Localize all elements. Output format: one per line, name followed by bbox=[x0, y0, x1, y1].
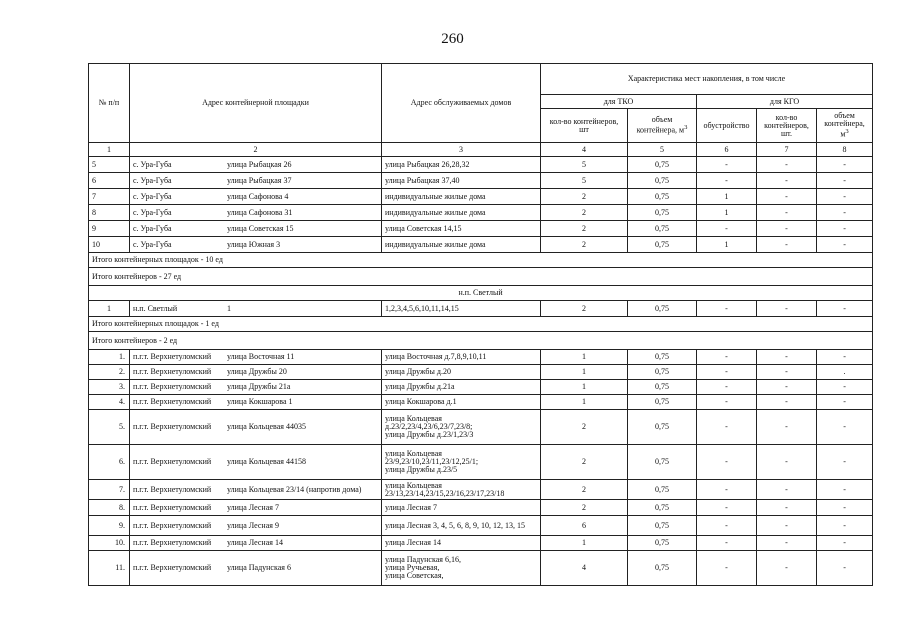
row-number: 7 bbox=[89, 189, 130, 205]
houses-line: улица Лесная 3, 4, 5, 6, 8, 9, 10, 12, 13, 15 bbox=[385, 520, 525, 530]
kgo-equip: 1 bbox=[697, 205, 757, 221]
row-number: 1 bbox=[89, 301, 130, 317]
tko-volume: 0,75 bbox=[628, 500, 697, 516]
kgo-count: - bbox=[757, 157, 817, 173]
kgo-count: - bbox=[757, 380, 817, 395]
kgo-equip: - bbox=[697, 500, 757, 516]
served-houses: улица Рыбацкая 37,40 bbox=[382, 173, 541, 189]
address-wrap bbox=[133, 383, 378, 391]
kgo-equip: - bbox=[697, 551, 757, 586]
address-wrap bbox=[133, 241, 378, 249]
tko-volume: 0,75 bbox=[628, 395, 697, 410]
table-row bbox=[89, 410, 873, 445]
houses-line: улица Ручьевая, bbox=[385, 563, 440, 572]
tko-volume: 0,75 bbox=[628, 221, 697, 237]
address-wrap bbox=[133, 161, 378, 169]
tko-count: 2 bbox=[541, 500, 628, 516]
settlement: п.г.т. Верхнетуломский bbox=[133, 382, 212, 391]
houses-line: улица Дружбы д.23/5 bbox=[385, 465, 458, 474]
site-address bbox=[130, 365, 382, 380]
address-wrap bbox=[133, 564, 378, 572]
site-address bbox=[130, 173, 382, 189]
table-row bbox=[89, 445, 873, 480]
street-address: улица Лесная 14 bbox=[227, 538, 283, 547]
kgo-equip: - bbox=[697, 395, 757, 410]
houses-line: 23/9,23/10,23/11,23/12,25/1; bbox=[385, 457, 479, 466]
site-address bbox=[130, 350, 382, 365]
kgo-volume: - bbox=[817, 500, 873, 516]
street-address: 1 bbox=[227, 303, 231, 313]
tko-volume: 0,75 bbox=[628, 365, 697, 380]
kgo-count: - bbox=[757, 237, 817, 253]
header-kgo-count: кол-во контейнеров, шт. bbox=[757, 109, 817, 143]
kgo-count: - bbox=[757, 445, 817, 480]
address-wrap bbox=[133, 486, 378, 494]
tko-volume: 0,75 bbox=[628, 516, 697, 536]
kgo-volume: - bbox=[817, 551, 873, 586]
row-number: 8. bbox=[89, 500, 130, 516]
served-houses: улица Советская 14,15 bbox=[382, 221, 541, 237]
kgo-equip: - bbox=[697, 350, 757, 365]
tko-volume: 0,75 bbox=[628, 157, 697, 173]
colnum: 8 bbox=[817, 143, 873, 157]
table-row bbox=[89, 551, 873, 586]
settlement: н.п. Светлый bbox=[133, 303, 178, 313]
address-wrap bbox=[133, 353, 378, 361]
kgo-equip: - bbox=[697, 380, 757, 395]
kgo-equip: - bbox=[697, 157, 757, 173]
kgo-volume: - bbox=[817, 221, 873, 237]
houses-line: улица Советская, bbox=[385, 571, 444, 580]
tko-count: 2 bbox=[541, 205, 628, 221]
tko-volume: 0,75 bbox=[628, 380, 697, 395]
houses-line: улица Дружбы д.20 bbox=[385, 367, 451, 376]
settlement: с. Ура-Губа bbox=[133, 223, 172, 233]
tko-volume: 0,75 bbox=[628, 189, 697, 205]
table-row bbox=[89, 189, 873, 205]
address-wrap bbox=[133, 225, 378, 233]
total-sites: Итого контейнерных площадок - 1 ед bbox=[89, 317, 873, 332]
address-wrap bbox=[133, 423, 378, 431]
header-num: № п/п bbox=[89, 64, 130, 143]
tko-volume: 0,75 bbox=[628, 237, 697, 253]
colnum: 4 bbox=[541, 143, 628, 157]
table-row bbox=[89, 536, 873, 551]
section-title: н.п. Светлый bbox=[89, 286, 873, 301]
total-containers: Итого контейнеров - 27 ед bbox=[89, 268, 873, 286]
header-tko-volume: объем контейнера, $м^3$ bbox=[628, 109, 697, 143]
row-number: 11. bbox=[89, 551, 130, 586]
table-row bbox=[89, 301, 873, 317]
kgo-volume: - bbox=[817, 301, 873, 317]
row-number: 10. bbox=[89, 536, 130, 551]
site-address bbox=[130, 221, 382, 237]
address-wrap bbox=[133, 305, 378, 313]
settlement: п.г.т. Верхнетуломский bbox=[133, 520, 212, 530]
settlement: с. Ура-Губа bbox=[133, 207, 172, 217]
tko-count: 4 bbox=[541, 551, 628, 586]
tko-count: 2 bbox=[541, 480, 628, 500]
address-wrap bbox=[133, 209, 378, 217]
street-address: улица Кокшарова 1 bbox=[227, 397, 293, 406]
total-sites-row bbox=[89, 317, 873, 332]
settlement: с. Ура-Губа bbox=[133, 239, 172, 249]
site-address bbox=[130, 551, 382, 586]
settlement: п.г.т. Верхнетуломский bbox=[133, 397, 212, 406]
tko-volume: 0,75 bbox=[628, 350, 697, 365]
kgo-volume: - bbox=[817, 350, 873, 365]
houses-line: улица Лесная 14 bbox=[385, 538, 441, 547]
settlement: п.г.т. Верхнетуломский bbox=[133, 352, 212, 361]
tko-count: 1 bbox=[541, 536, 628, 551]
tko-volume: 0,75 bbox=[628, 445, 697, 480]
section-title-row bbox=[89, 286, 873, 301]
kgo-equip: - bbox=[697, 480, 757, 500]
tko-volume: 0,75 bbox=[628, 410, 697, 445]
site-address bbox=[130, 410, 382, 445]
kgo-volume: - bbox=[817, 410, 873, 445]
row-number: 6 bbox=[89, 173, 130, 189]
tko-count: 1 bbox=[541, 395, 628, 410]
served-houses bbox=[382, 395, 541, 410]
houses-line: улица Кольцевая bbox=[385, 449, 442, 458]
settlement: с. Ура-Губа bbox=[133, 159, 172, 169]
tko-volume: 0,75 bbox=[628, 551, 697, 586]
houses-line: улица Дружбы д.21а bbox=[385, 382, 455, 391]
houses-line: улица Дружбы д.23/1,23/3 bbox=[385, 430, 474, 439]
houses-line: улица Кокшарова д.1 bbox=[385, 397, 457, 406]
kgo-equip: - bbox=[697, 173, 757, 189]
site-address bbox=[130, 157, 382, 173]
table-row bbox=[89, 173, 873, 189]
kgo-volume: - bbox=[817, 237, 873, 253]
address-wrap bbox=[133, 522, 378, 530]
table-row bbox=[89, 221, 873, 237]
settlement: п.г.т. Верхнетуломский bbox=[133, 422, 212, 431]
row-number: 5 bbox=[89, 157, 130, 173]
tko-count: 2 bbox=[541, 237, 628, 253]
served-houses bbox=[382, 445, 541, 480]
kgo-count: - bbox=[757, 516, 817, 536]
served-houses: индивидуальные жилые дома bbox=[382, 205, 541, 221]
settlement: п.г.т. Верхнетуломский bbox=[133, 484, 212, 494]
kgo-equip: - bbox=[697, 445, 757, 480]
site-address bbox=[130, 380, 382, 395]
site-address bbox=[130, 500, 382, 516]
table-body bbox=[89, 64, 873, 586]
row-number: 6. bbox=[89, 445, 130, 480]
address-wrap bbox=[133, 504, 378, 512]
settlement: с. Ура-Губа bbox=[133, 191, 172, 201]
houses-line: улица Кольцевая bbox=[385, 414, 442, 423]
kgo-equip: - bbox=[697, 301, 757, 317]
table-row bbox=[89, 516, 873, 536]
header-kgo-equip: обустройство bbox=[697, 109, 757, 143]
kgo-equip: - bbox=[697, 410, 757, 445]
row-number: 7. bbox=[89, 480, 130, 500]
header-tko-count: кол-во контейнеров, шт bbox=[541, 109, 628, 143]
tko-volume: 0,75 bbox=[628, 301, 697, 317]
kgo-volume: - bbox=[817, 480, 873, 500]
table-row bbox=[89, 480, 873, 500]
kgo-volume: - bbox=[817, 395, 873, 410]
site-address bbox=[130, 480, 382, 500]
site-address bbox=[130, 237, 382, 253]
kgo-equip: - bbox=[697, 536, 757, 551]
site-address bbox=[130, 301, 382, 317]
street-address: улица Лесная 9 bbox=[227, 520, 279, 530]
settlement: с. Ура-Губа bbox=[133, 175, 172, 185]
served-houses bbox=[382, 536, 541, 551]
table-row bbox=[89, 205, 873, 221]
kgo-volume: - bbox=[817, 445, 873, 480]
tko-count: 2 bbox=[541, 301, 628, 317]
kgo-equip: - bbox=[697, 516, 757, 536]
table-row bbox=[89, 237, 873, 253]
address-wrap bbox=[133, 398, 378, 406]
address-wrap bbox=[133, 193, 378, 201]
houses-line: улица Лесная 7 bbox=[385, 502, 437, 512]
kgo-volume: - bbox=[817, 380, 873, 395]
total-containers-row bbox=[89, 268, 873, 286]
cube-sup: 3 bbox=[684, 124, 688, 132]
row-number: 8 bbox=[89, 205, 130, 221]
tko-count: 5 bbox=[541, 157, 628, 173]
colnum: 6 bbox=[697, 143, 757, 157]
colnum: 2 bbox=[130, 143, 382, 157]
street-address: улица Лесная 7 bbox=[227, 502, 279, 512]
kgo-count: - bbox=[757, 551, 817, 586]
site-address bbox=[130, 205, 382, 221]
tko-count: 2 bbox=[541, 221, 628, 237]
total-sites-row bbox=[89, 253, 873, 268]
houses-line: улица Кольцевая bbox=[385, 480, 442, 490]
row-number: 10 bbox=[89, 237, 130, 253]
kgo-count: - bbox=[757, 395, 817, 410]
colnum: 7 bbox=[757, 143, 817, 157]
table-row bbox=[89, 500, 873, 516]
kgo-volume: - bbox=[817, 157, 873, 173]
kgo-volume: - bbox=[817, 205, 873, 221]
table-row bbox=[89, 365, 873, 380]
street-address: улица Кольцевая 44158 bbox=[227, 457, 306, 466]
row-number: 2. bbox=[89, 365, 130, 380]
street-address: улица Рыбацкая 37 bbox=[227, 175, 292, 185]
tko-volume: 0,75 bbox=[628, 536, 697, 551]
tko-count: 1 bbox=[541, 350, 628, 365]
tko-volume: 0,75 bbox=[628, 480, 697, 500]
served-houses: улица Рыбацкая 26,28,32 bbox=[382, 157, 541, 173]
kgo-volume: - bbox=[817, 516, 873, 536]
table-row bbox=[89, 380, 873, 395]
table-row bbox=[89, 157, 873, 173]
houses-line: д.23/2,23/4,23/6,23/7,23/8; bbox=[385, 422, 473, 431]
tko-count: 5 bbox=[541, 173, 628, 189]
served-houses bbox=[382, 500, 541, 516]
kgo-equip: - bbox=[697, 221, 757, 237]
street-address: улица Рыбацкая 26 bbox=[227, 159, 292, 169]
street-address: улица Сафонова 31 bbox=[227, 207, 293, 217]
colnum: 1 bbox=[89, 143, 130, 157]
column-number-row bbox=[89, 143, 873, 157]
houses-line: улица Восточная д.7,8,9,10,11 bbox=[385, 352, 487, 361]
row-number: 1. bbox=[89, 350, 130, 365]
served-houses bbox=[382, 350, 541, 365]
tko-count: 1 bbox=[541, 365, 628, 380]
colnum: 5 bbox=[628, 143, 697, 157]
address-wrap bbox=[133, 458, 378, 466]
served-houses: 1,2,3,4,5,6,10,11,14,15 bbox=[382, 301, 541, 317]
tko-volume: 0,75 bbox=[628, 173, 697, 189]
kgo-count: - bbox=[757, 189, 817, 205]
site-address bbox=[130, 189, 382, 205]
served-houses bbox=[382, 365, 541, 380]
settlement: п.г.т. Верхнетуломский bbox=[133, 457, 212, 466]
header-characteristics: Характеристика мест накопления, в том числе bbox=[541, 64, 873, 95]
street-address: улица Дружбы 20 bbox=[227, 367, 287, 376]
kgo-count: - bbox=[757, 173, 817, 189]
total-containers-row bbox=[89, 332, 873, 350]
tko-count: 2 bbox=[541, 445, 628, 480]
site-address bbox=[130, 445, 382, 480]
header-houses: Адрес обслуживаемых домов bbox=[382, 64, 541, 143]
settlement: п.г.т. Верхнетуломский bbox=[133, 367, 212, 376]
settlement: п.г.т. Верхнетуломский bbox=[133, 538, 212, 547]
street-address: улица Дружбы 21а bbox=[227, 382, 291, 391]
address-wrap bbox=[133, 539, 378, 547]
kgo-count: - bbox=[757, 350, 817, 365]
street-address: улица Кольцевая 23/14 (напротив дома) bbox=[227, 484, 362, 494]
header-row-1 bbox=[89, 64, 873, 95]
page-number: 260 bbox=[441, 31, 464, 47]
settlement: п.г.т. Верхнетуломский bbox=[133, 502, 212, 512]
tko-count: 2 bbox=[541, 189, 628, 205]
tko-count: 6 bbox=[541, 516, 628, 536]
total-containers: Итого контейнеров - 2 ед bbox=[89, 332, 873, 350]
row-number: 4. bbox=[89, 395, 130, 410]
street-address: улица Восточная 11 bbox=[227, 352, 295, 361]
street-address: улица Советская 15 bbox=[227, 223, 294, 233]
address-wrap bbox=[133, 177, 378, 185]
kgo-count: - bbox=[757, 500, 817, 516]
street-address: улица Сафонова 4 bbox=[227, 191, 289, 201]
houses-line: улица Падунская 6,16, bbox=[385, 555, 461, 564]
kgo-volume: . bbox=[817, 365, 873, 380]
tko-volume: 0,75 bbox=[628, 205, 697, 221]
site-address bbox=[130, 536, 382, 551]
settlement: п.г.т. Верхнетуломский bbox=[133, 563, 212, 572]
header-address: Адрес контейнерной площадки bbox=[130, 64, 382, 143]
site-address bbox=[130, 516, 382, 536]
site-address bbox=[130, 395, 382, 410]
table-row bbox=[89, 350, 873, 365]
row-number: 9 bbox=[89, 221, 130, 237]
kgo-count: - bbox=[757, 480, 817, 500]
cube-sup: 3 bbox=[845, 128, 849, 136]
row-number: 5. bbox=[89, 410, 130, 445]
row-number: 3. bbox=[89, 380, 130, 395]
served-houses bbox=[382, 516, 541, 536]
houses-line: 23/13,23/14,23/15,23/16,23/17,23/18 bbox=[385, 488, 505, 498]
served-houses bbox=[382, 410, 541, 445]
kgo-count: - bbox=[757, 205, 817, 221]
kgo-volume: - bbox=[817, 173, 873, 189]
street-address: улица Кольцевая 44035 bbox=[227, 422, 306, 431]
header-kgo-volume: объем контейнера, $м^3$ bbox=[817, 109, 873, 143]
served-houses bbox=[382, 551, 541, 586]
served-houses bbox=[382, 480, 541, 500]
kgo-count: - bbox=[757, 536, 817, 551]
row-number: 9. bbox=[89, 516, 130, 536]
kgo-equip: - bbox=[697, 365, 757, 380]
address-wrap bbox=[133, 368, 378, 376]
kgo-count: - bbox=[757, 410, 817, 445]
kgo-equip: 1 bbox=[697, 189, 757, 205]
kgo-volume: - bbox=[817, 536, 873, 551]
total-sites: Итого контейнерных площадок - 10 ед bbox=[89, 253, 873, 268]
header-tko: для ТКО bbox=[541, 95, 697, 109]
kgo-volume: - bbox=[817, 189, 873, 205]
street-address: улица Падунская 6 bbox=[227, 563, 291, 572]
kgo-count: - bbox=[757, 365, 817, 380]
served-houses: индивидуальные жилые дома bbox=[382, 189, 541, 205]
table-row bbox=[89, 395, 873, 410]
kgo-count: - bbox=[757, 221, 817, 237]
kgo-count: - bbox=[757, 301, 817, 317]
kgo-equip: 1 bbox=[697, 237, 757, 253]
tko-count: 1 bbox=[541, 380, 628, 395]
header-kgo: для КГО bbox=[697, 95, 873, 109]
colnum: 3 bbox=[382, 143, 541, 157]
street-address: улица Южная 3 bbox=[227, 239, 281, 249]
tko-count: 2 bbox=[541, 410, 628, 445]
container-sites-table bbox=[88, 63, 873, 586]
served-houses bbox=[382, 380, 541, 395]
served-houses: индивидуальные жилые дома bbox=[382, 237, 541, 253]
